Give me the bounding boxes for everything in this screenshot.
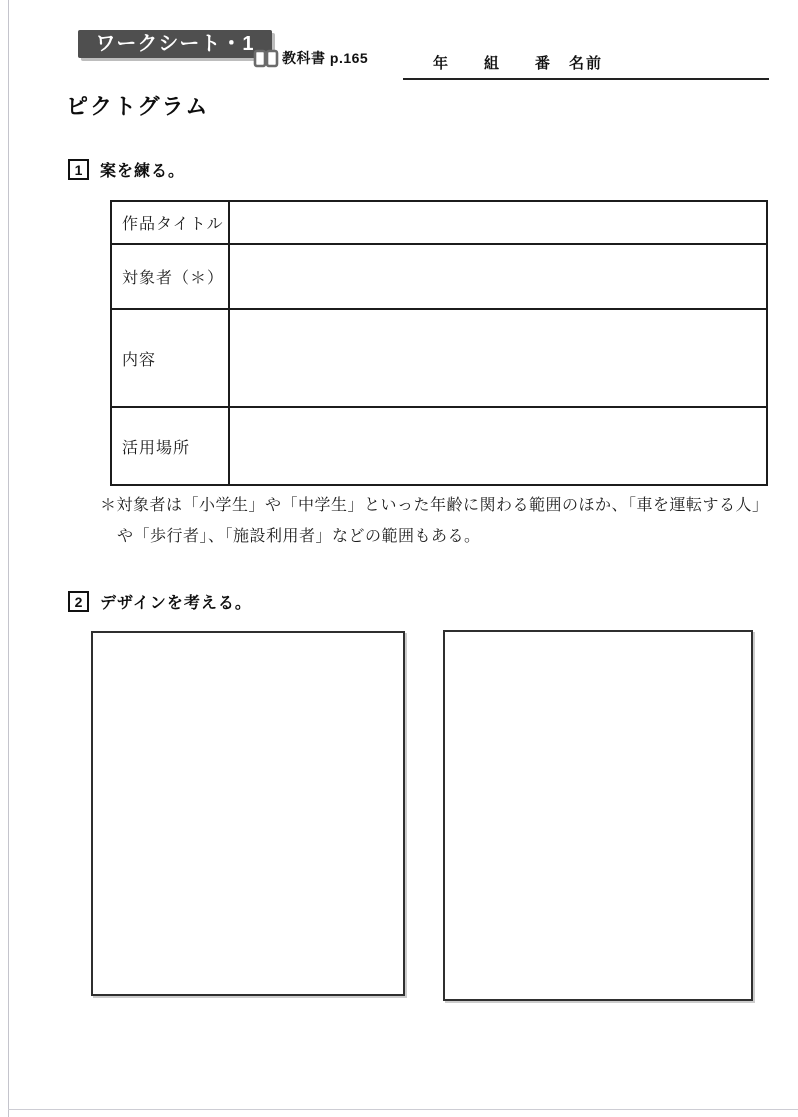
footnote [100, 490, 790, 552]
student-name-line [403, 52, 769, 80]
textbook-reference [253, 48, 368, 68]
design-box-1 [91, 631, 405, 996]
footnote-line-1: ＊対象者は「小学生」や「中学生」といった年齢に関わる範囲のほか、「車を運転する人」 [100, 497, 769, 514]
row-label-place-of-use: 活用場所 [112, 406, 230, 484]
row-label-work-title: 作品タイトル [112, 202, 230, 243]
row-input-work-title [230, 202, 766, 243]
textbook-ref-label: 教科書 p.165 [282, 50, 369, 66]
section1-heading [68, 158, 185, 181]
row-label-content: 内容 [112, 308, 230, 406]
plan-table [110, 200, 768, 486]
page-title: ピクトグラム [66, 94, 210, 119]
page-edge-bottom [8, 1109, 798, 1110]
row-input-place-of-use [230, 406, 766, 484]
open-book-icon [253, 49, 279, 68]
footnote-line-2: や「歩行者」、「施設利用者」などの範囲もある。 [117, 528, 481, 545]
row-input-target-audience [230, 243, 766, 308]
section2-number-box: 2 [68, 591, 89, 612]
section1-number-box: 1 [68, 159, 89, 180]
design-box-2 [443, 630, 753, 1001]
section1-heading-label: 案を練る。 [100, 163, 186, 180]
worksheet-badge: ワークシート・1 [78, 30, 272, 58]
section2-heading-label: デザインを考える。 [100, 595, 252, 612]
row-input-content [230, 308, 766, 406]
row-label-target-audience: 対象者（＊） [112, 243, 230, 308]
section2-heading [68, 590, 252, 613]
name-line-label: 年 組 番 名前 [433, 55, 604, 72]
page-edge-left [8, 0, 9, 1117]
